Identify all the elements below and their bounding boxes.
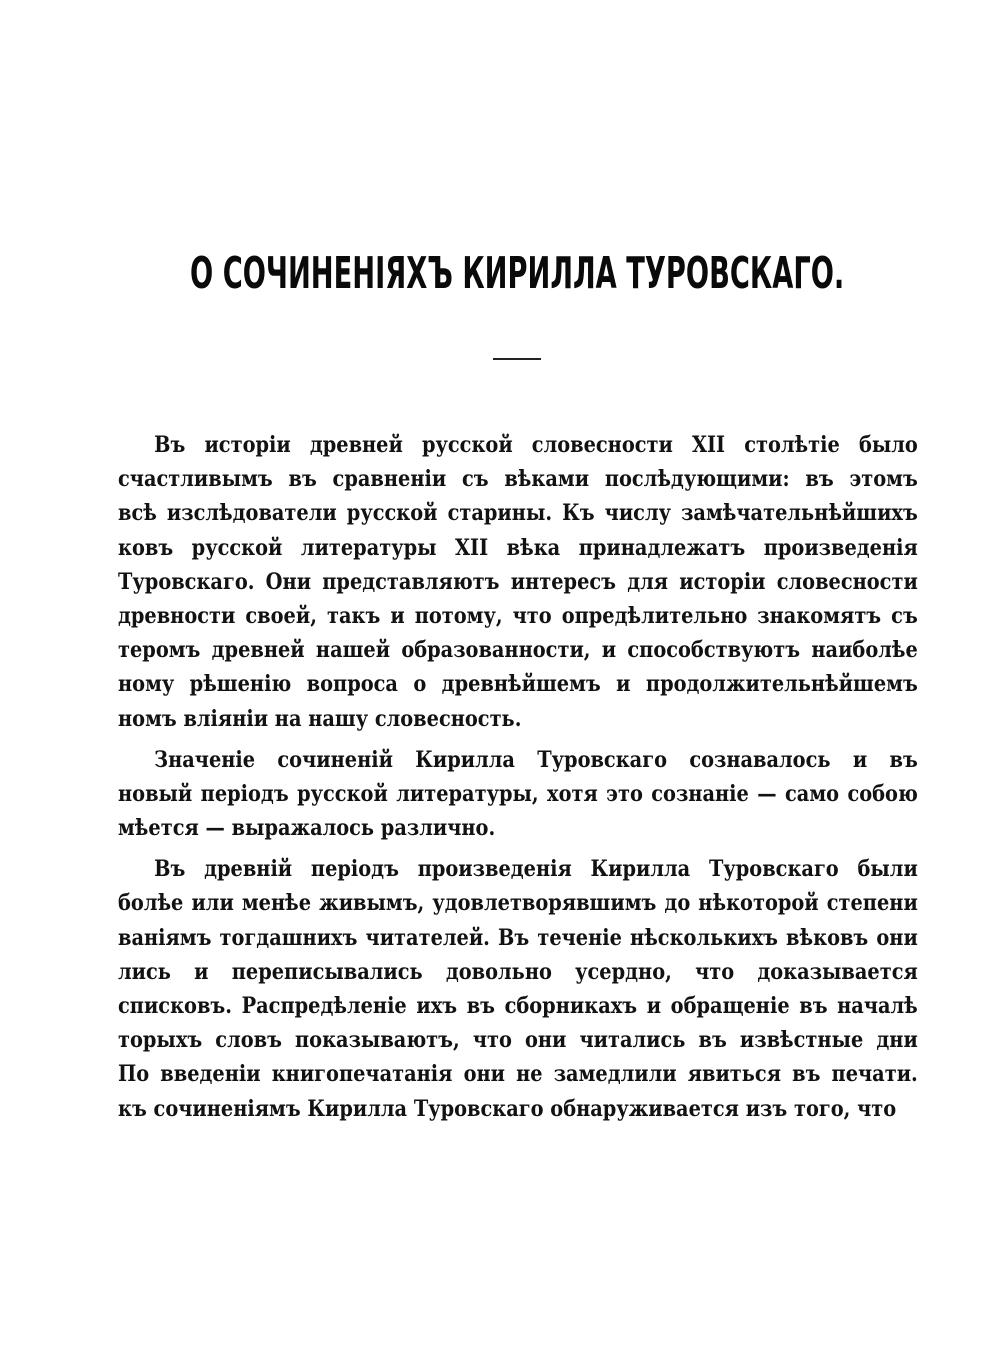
text-line: списковъ. Распредѣленіе ихъ въ сборникахъ и обращеніе въ началѣ [118,993,918,1019]
text-line: ваніямъ тогдашнихъ читателей. Въ теченіе нѣсколькихъ вѣковъ они [118,924,918,951]
text-line: лись и переписывались довольно усердно, что доказывается [118,958,918,985]
body-text [118,428,918,1133]
text-line: Туровскаго. Они представляютъ интересъ для исторіи словесности [118,568,918,595]
text-line: номъ вліяніи на нашу словесность. [118,705,522,732]
text-line: Въ исторіи древней русской словесности XII столѣтіе было [154,432,918,458]
paragraph-1 [118,428,918,736]
text-line: ковъ русской литературы XII вѣка принадлежатъ произведенія [118,534,918,561]
paragraph-3 [118,852,918,1126]
text-line: новый періодъ русской литературы, хотя это сознаніе — само собою [118,780,918,807]
text-line: къ сочиненіямъ Кирилла Туровскаго обнаруживается изъ того, что [118,1095,897,1122]
paragraph-2 [118,743,918,846]
text-line: болѣе или менѣе живымъ, удовлетворявшимъ до нѣкоторой степени [118,890,918,917]
text-line: По введеніи книгопечатанія они не замедлили явиться въ печати. [118,1061,918,1088]
text-line: мѣется — выражалось различно. [118,815,496,842]
text-line: счастливымъ въ сравненіи съ вѣками послѣдующими: въ этомъ [118,466,918,493]
text-line: всѣ изслѣдователи русской старины. Къ числу замѣчательнѣйшихъ [118,500,918,527]
text-line: теромъ древней нашей образованности, и способствуютъ наиболѣе [118,637,918,664]
text-line: ному рѣшенію вопроса о древнѣйшемъ и продолжительнѣйшемъ [118,671,918,698]
text-line: древности своей, такъ и потому, что опредѣлительно знакомятъ съ [118,602,918,629]
text-line: Значеніе сочиненій Кирилла Туровскаго сознавалось и въ [154,746,918,773]
title-divider [493,358,541,360]
text-line: Въ древній періодъ произведенія Кирилла Туровскаго были [154,856,918,883]
text-line: торыхъ словъ показываютъ, что они читались въ извѣстные дни [118,1027,918,1054]
page-title: О СОЧИНЕНІЯХЪ КИРИЛЛА ТУРОВСКАГО. [190,248,845,299]
